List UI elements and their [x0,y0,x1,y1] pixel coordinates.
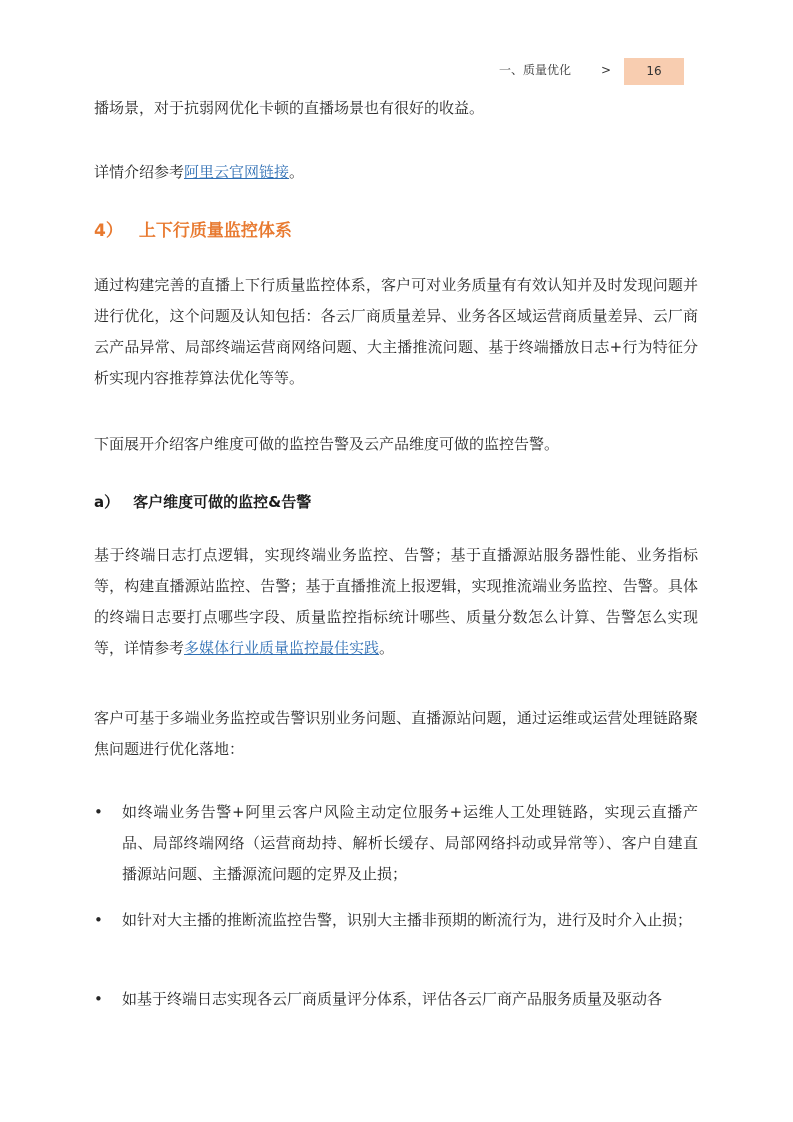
subsection-heading-text: 客户维度可做的监控&告警 [133,493,312,511]
page-header [0,58,793,85]
section-heading-number: 4） [94,221,123,241]
subsection-heading-a [94,491,311,513]
list-item-text: 如针对大主播的推断流监控告警，识别大主播非预期的断流行为，进行及时介入止损； [122,911,693,929]
paragraph-client-monitoring [94,540,698,664]
subsection-heading-number: a） [94,493,120,511]
paragraph-continuation: 播场景，对于抗弱网优化卡顿的直播场景也有很好的收益。 [94,99,485,117]
bullet-dot-icon: • [94,803,103,821]
header-section-title: 一、质量优化 [499,63,572,77]
paragraph-reference [94,157,698,188]
paragraph-overview: 下面展开介绍客户维度可做的监控告警及云产品维度可做的监控告警。 [94,435,560,453]
page-number-badge: 16 [624,58,684,85]
client-monitoring-text: 基于终端日志打点逻辑，实现终端业务监控、告警；基于直播源站服务器性能、业务指标等，构建直播源站监控、告警；基于直播推流上报逻辑，实现推流端业务监控、告警。具体的终端日志要打点哪些字段、质量监控指标统计哪些、质量分数怎么计算、告警怎么实现等，详情参考 [94,546,698,657]
bullet-dot-icon: • [94,911,103,929]
paragraph-client-actions: 客户可基于多端业务监控或告警识别业务问题、直播源站问题，通过运维或运营处理链路聚焦问题进行优化落地： [94,709,698,758]
bullet-dot-icon: • [94,990,103,1008]
list-item-text: 如终端业务告警+阿里云客户风险主动定位服务+运维人工处理链路，实现云直播产品、局部终端网络（运营商劫持、解析长缓存、局部网络抖动或异常等）、客户自建直播源站问题、主播源流问题的定界及止损； [122,803,698,883]
section-heading-4 [94,219,292,243]
client-monitoring-suffix: 。 [379,639,395,657]
header-arrow-icon: > [601,63,612,77]
best-practice-link[interactable]: 多媒体行业质量监控最佳实践 [184,639,380,657]
reference-suffix: 。 [289,163,305,181]
paragraph-monitoring-intro: 通过构建完善的直播上下行质量监控体系，客户可对业务质量有有效认知并及时发现问题并进行优化，这个问题及认知包括：各云厂商质量差异、业务各区域运营商质量差异、云厂商云产品异常、局部终端运营商网络问题、大主播推流问题、基于终端播放日志+行为特征分析实现内容推荐算法优化等等。 [94,276,698,387]
reference-prefix: 详情介绍参考 [94,163,185,181]
list-item-text: 如基于终端日志实现各云厂商质量评分体系，评估各云厂商产品服务质量及驱动各 [122,990,663,1008]
aliyun-official-link[interactable]: 阿里云官网链接 [184,163,290,181]
section-heading-text: 上下行质量监控体系 [138,221,292,241]
